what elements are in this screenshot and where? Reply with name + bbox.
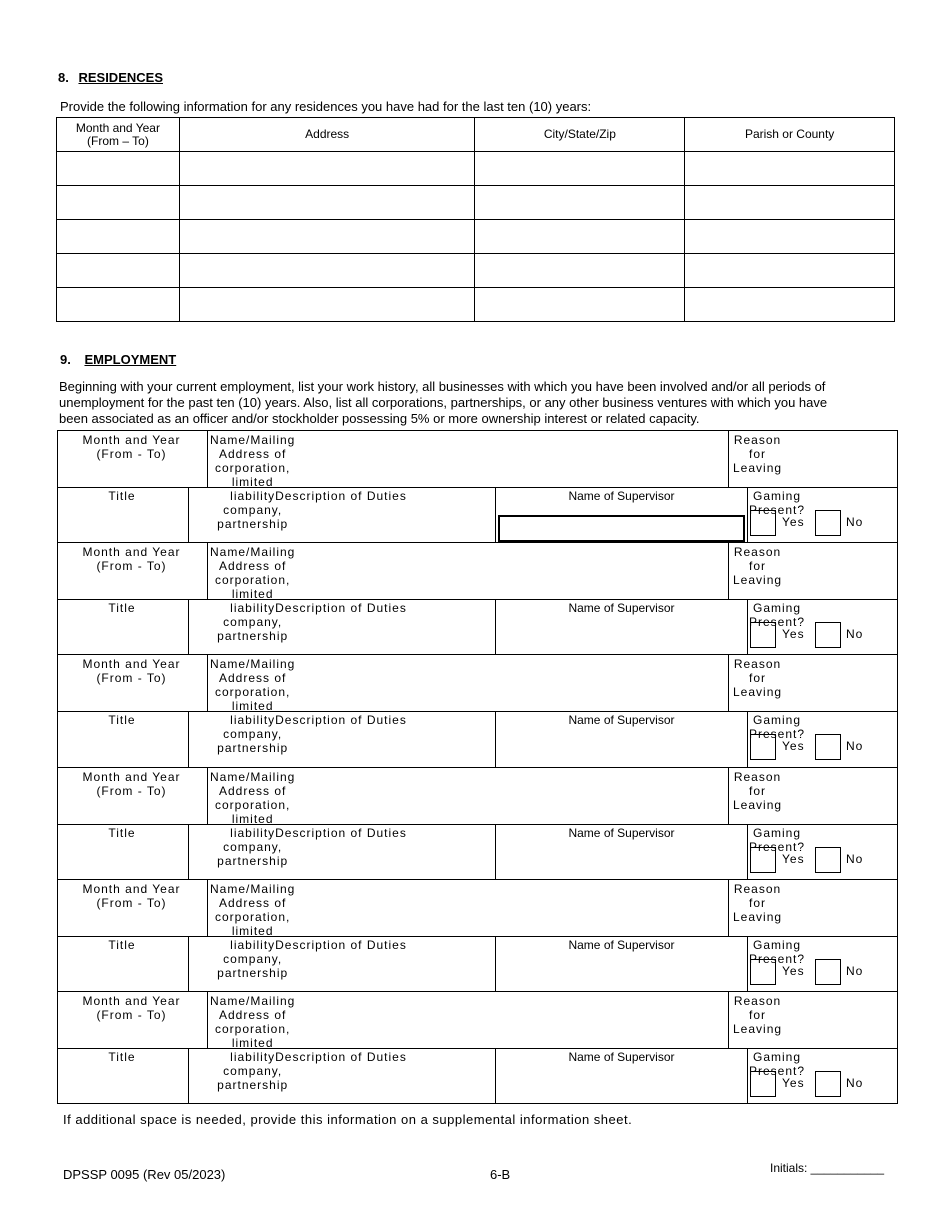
form-id: DPSSP 0095 (Rev 05/2023) [63, 1167, 226, 1182]
duties-label: Description of Duties [275, 713, 407, 727]
residences-cell[interactable] [475, 288, 685, 322]
supervisor-label: Name of Supervisor [568, 1050, 675, 1064]
month-year-label: Month and Year [82, 882, 181, 896]
from-to-label: (From - To) [96, 784, 167, 798]
gaming-no-checkbox[interactable] [815, 959, 841, 985]
supervisor-label: Name of Supervisor [568, 826, 675, 840]
duties-label: Description of Duties [275, 826, 407, 840]
gaming-no-label: No [846, 739, 864, 753]
from-to-label: (From - To) [96, 1008, 167, 1022]
duties-label: Description of Duties [275, 601, 407, 615]
additional-space-note: If additional space is needed, provide this information on a supplemental information sheet. [63, 1112, 633, 1127]
supervisor-label: Name of Supervisor [568, 601, 675, 615]
page-number: 6-B [490, 1167, 511, 1182]
intro-line: been associated as an officer and/or stockholder possessing 5% or more ownership interest or related capacity. [59, 411, 700, 426]
section-title: RESIDENCES [78, 70, 163, 85]
residences-row [57, 254, 895, 288]
gaming-yes-checkbox[interactable] [750, 510, 776, 536]
gaming-yes-checkbox[interactable] [750, 847, 776, 873]
month-year-label: Month and Year [82, 545, 181, 559]
gaming-yes-checkbox[interactable] [750, 622, 776, 648]
gaming-no-checkbox[interactable] [815, 847, 841, 873]
title-label: Title [108, 1050, 136, 1064]
from-to-label: (From - To) [96, 671, 167, 685]
residences-cell[interactable] [57, 152, 180, 186]
duties-label: Description of Duties [275, 489, 407, 503]
gaming-label: Gaming Present? [749, 826, 806, 854]
month-year-label: Month and Year [82, 433, 181, 447]
gaming-no-label: No [846, 515, 864, 529]
gaming-label: Gaming Present? [749, 713, 806, 741]
gaming-label: Gaming Present? [749, 489, 806, 517]
duties-label: Description of Duties [275, 938, 407, 952]
gaming-yes-label: Yes [782, 627, 805, 641]
residences-cell[interactable] [57, 220, 180, 254]
residences-cell[interactable] [685, 186, 895, 220]
residences-row [57, 152, 895, 186]
section-number: 8. [58, 70, 69, 85]
duties-label: Description of Duties [275, 1050, 407, 1064]
residences-column-header: Month and Year (From – To) [57, 118, 180, 152]
gaming-label: Gaming Present? [749, 1050, 806, 1078]
supervisor-label: Name of Supervisor [568, 489, 675, 503]
title-label: Title [108, 826, 136, 840]
residences-cell[interactable] [685, 288, 895, 322]
intro-line: Beginning with your current employment, list your work history, all businesses with which you have been involved and/or all periods of [59, 379, 826, 394]
title-label: Title [108, 713, 136, 727]
name-address-label: Name/Mailing Address of corporation, limited liability company, partnership [210, 433, 296, 531]
residences-column-header: Parish or County [685, 118, 895, 152]
intro-line: unemployment for the past ten (10) years. Also, list all corporations, partnerships, or any other business ventures with which you have [59, 395, 828, 410]
residences-cell[interactable] [685, 254, 895, 288]
section-title: EMPLOYMENT [84, 352, 177, 367]
residences-cell[interactable] [475, 254, 685, 288]
residences-table [56, 117, 895, 322]
residences-intro: Provide the following information for any residences you have had for the last ten (10) years: [60, 99, 592, 114]
gaming-label: Gaming Present? [749, 601, 806, 629]
gaming-no-checkbox[interactable] [815, 510, 841, 536]
gaming-no-checkbox[interactable] [815, 734, 841, 760]
residences-heading [58, 70, 163, 85]
name-address-label: Name/Mailing Address of corporation, limited liability company, partnership [210, 545, 296, 643]
name-address-label: Name/Mailing Address of corporation, limited liability company, partnership [210, 770, 296, 868]
gaming-yes-label: Yes [782, 1076, 805, 1090]
gaming-yes-label: Yes [782, 739, 805, 753]
initials-field[interactable]: Initials: ___________ [770, 1161, 885, 1175]
residences-cell[interactable] [57, 288, 180, 322]
from-to-label: (From - To) [96, 896, 167, 910]
month-year-label: Month and Year [82, 994, 181, 1008]
residences-cell[interactable] [57, 254, 180, 288]
gaming-yes-checkbox[interactable] [750, 959, 776, 985]
title-label: Title [108, 489, 136, 503]
residences-cell[interactable] [179, 152, 475, 186]
residences-cell[interactable] [685, 220, 895, 254]
residences-header-row [57, 118, 895, 152]
residences-row [57, 220, 895, 254]
residences-cell[interactable] [475, 220, 685, 254]
name-address-label: Name/Mailing Address of corporation, limited liability company, partnership [210, 994, 296, 1092]
gaming-yes-checkbox[interactable] [750, 1071, 776, 1097]
from-to-label: (From - To) [96, 447, 167, 461]
residences-body [57, 152, 895, 322]
from-to-label: (From - To) [96, 559, 167, 573]
residences-cell[interactable] [475, 152, 685, 186]
gaming-no-label: No [846, 1076, 864, 1090]
gaming-yes-label: Yes [782, 852, 805, 866]
reason-label: Reason for Leaving [733, 433, 783, 475]
gaming-label: Gaming Present? [749, 938, 806, 966]
gaming-no-label: No [846, 852, 864, 866]
supervisor-input-field[interactable] [498, 515, 745, 542]
title-label: Title [108, 938, 136, 952]
residences-cell[interactable] [475, 186, 685, 220]
name-address-label: Name/Mailing Address of corporation, limited liability company, partnership [210, 882, 296, 980]
section-number: 9. [60, 352, 71, 367]
month-year-label: Month and Year [82, 770, 181, 784]
residences-cell[interactable] [57, 186, 180, 220]
employment-intro [59, 379, 904, 427]
residences-cell[interactable] [685, 152, 895, 186]
gaming-no-checkbox[interactable] [815, 1071, 841, 1097]
gaming-no-label: No [846, 964, 864, 978]
residences-cell[interactable] [179, 254, 475, 288]
residences-cell[interactable] [179, 220, 475, 254]
residences-column-header: Address [179, 118, 475, 152]
residences-cell[interactable] [179, 186, 475, 220]
gaming-yes-label: Yes [782, 964, 805, 978]
title-label: Title [108, 601, 136, 615]
name-address-label: Name/Mailing Address of corporation, limited liability company, partnership [210, 657, 296, 755]
gaming-no-checkbox[interactable] [815, 622, 841, 648]
reason-label: Reason for Leaving [733, 994, 783, 1036]
reason-label: Reason for Leaving [733, 657, 783, 699]
residences-column-header: City/State/Zip [475, 118, 685, 152]
reason-label: Reason for Leaving [733, 770, 783, 812]
residences-row [57, 288, 895, 322]
reason-label: Reason for Leaving [733, 545, 783, 587]
month-year-label: Month and Year [82, 657, 181, 671]
gaming-yes-checkbox[interactable] [750, 734, 776, 760]
residences-row [57, 186, 895, 220]
residences-cell[interactable] [179, 288, 475, 322]
supervisor-label: Name of Supervisor [568, 713, 675, 727]
employment-heading [60, 352, 176, 367]
gaming-no-label: No [846, 627, 864, 641]
supervisor-label: Name of Supervisor [568, 938, 675, 952]
gaming-yes-label: Yes [782, 515, 805, 529]
reason-label: Reason for Leaving [733, 882, 783, 924]
